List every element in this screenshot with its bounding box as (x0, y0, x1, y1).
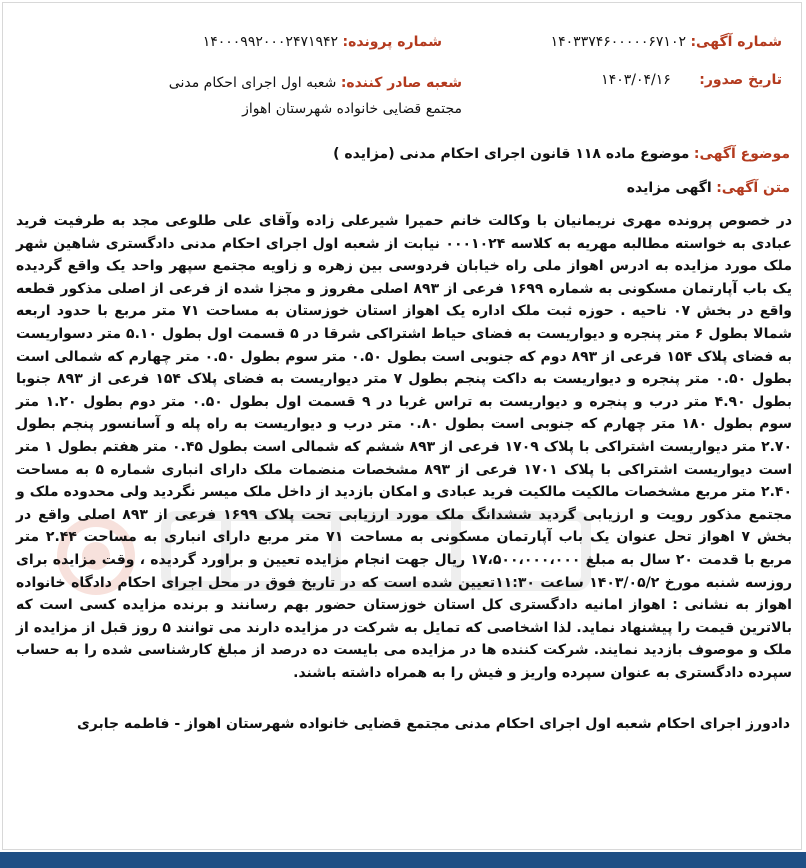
subject-text: موضوع ماده ۱۱۸ قانون اجرای احکام مدنی (مزایده ) (333, 146, 690, 162)
issuer-label: شعبه صادر کننده: (340, 75, 462, 91)
notice-number-row (551, 34, 782, 50)
subject-label: موضوع آگهی: (693, 146, 790, 162)
issue-date-label: تاریخ صدور: (699, 72, 782, 88)
file-number-row (203, 34, 442, 50)
notice-body: در خصوص پرونده مهری نریمانیان با وکالت خانم حمیرا شیرعلی زاده وآقای علی طلوعی مجد به طرفیت فرید عبادی به خواسته مطالبه مهریه به کلاسه ۰۰۰۱۰۲۴ نیابت از شعبه اول اجرای احکام مدنی دادگستری شاهین شهر ملک مورد مزایده به ادرس اهواز ملی راه خیابان فردوسی بین زهره و زاویه مجتمع سپهر واحد یک واقع گردیده یک باب آپارتمان مسکونی به شماره ۱۶۹۹ فرعی از ۸۹۳ اصلی مفروز و مجزا شده از فرعی از اصلی مذکور قطعه واقع در بخش ۰۷ ناحیه . حوزه ثبت ملک اداره یک اهواز استان خوزستان به مساحت ۷۱ متر مربع با حدود اربعه شمالا بطول ۶ متر پنجره و دیواریست به فضای حیاط اشتراکی شرقا در ۵ قسمت اول بطول ۵.۱۰ متر دسواریست به فضای پلاک ۱۵۴ فرعی از ۸۹۳ دوم که جنوبی است بطول ۰.۵۰ متر سوم بطول ۰.۵۰ متر چهارم که شمالی است بطول ۰.۵۰ متر پنجره و دیواریست به داکت پنجم بطول ۷ متر دیواریست به فضای پلاک ۱۵۴ فرعی از ۸۹۳ جنوبا بطول ۴.۹۰ متر درب و پنجره و دیواریست به تراس غربا در ۹ قسمت اول بطول ۰.۵۰ متر دوم بطول ۱.۲۰ متر سوم بطول ۱۸۰ متر چهارم که جنوبی است بطول ۰.۸۰ متر درب و دیواریست به راه پله و آسانسور پنجم بطول ۲.۷۰ متر دیواریست اشتراکی با پلاک ۱۷۰۹ فرعی از ۸۹۳ ششم که شمالی است بطول ۰.۴۵ متر هفتم بطول ۱ متر است دیواریست اشتراکی با پلاک ۱۷۰۱ فرعی از ۸۹۳ مشخصات منضمات ملک دارای انباری شماره ۵ به مساحت ۲.۴۰ متر مربع مشخصات مالکیت مالکیت فرید عبادی و امکان بازدید از داخل ملک میسر نگردید ولی محدوده ملک و مجتمع مذکور رویت و ارزیابی گردید ششدانگ ملک مورد ارزیابی تحت پلاک ۱۶۹۹ فرعی از ۸۹۳ اصلی واقع در بخش ۷ اهواز تحل عنوان یک باب آپارتمان مسکونی به مساحت ۷۱ متر مربع دارای انباری به مساحت ۲.۴۴ متر مربع با قدمت ۲۰ سال به مبلغ ۱۷،۵۰۰،۰۰۰،۰۰۰ ریال جهت انجام مزایده تعیین و براورد گردیده ، وقت مزایده برای روزسه شنبه مورخ ۱۴۰۳/۰۵/۲ ساعت ۱۱:۳۰تعیین شده است که در تاریخ فوق در محل اجرای احکام دادگاه خانواده اهواز به نشانی : اهواز امانیه دادگستری کل استان خوزستان حضور بهم رسانند و برنده مزایده کسی است که بالاترین قیمت را پیشنهاد نماید. لذا اشخاصی که تمایل به شرکت در مزایده دارند می توانند ۵ روز قبل از مزایده از ملک و موصوف بازدید نمایند. شرکت کننده ها در مزایده می بایست ده درصد از مبلغ کارشناسی شده را به حساب سپرده دادگستری به عنوان سپرده واریز و فیش را به همراه داشته باشند. (16, 213, 793, 681)
issue-date: ۱۴۰۳/۰۴/۱۶ (601, 72, 671, 88)
file-number-label: شماره پرونده: (342, 34, 442, 50)
notice-number-label: شماره آگهی: (690, 34, 782, 50)
signature-line: دادورز اجرای احکام شعبه اول اجرای احکام مدنی مجتمع قضایی خانواده شهرستان اهواز - فاطمه جابری (76, 716, 790, 732)
notice-number: ۱۴۰۳۳۷۴۶۰۰۰۰۰۶۷۱۰۲ (550, 34, 686, 50)
text-label: متن آگهی: (716, 180, 790, 196)
file-number: ۱۴۰۰۰۹۹۲۰۰۰۲۴۷۱۹۴۲ (202, 34, 339, 50)
text-title-row (627, 180, 790, 196)
bottom-bar (0, 852, 806, 868)
issuer-name: شعبه اول اجرای احکام مدنی مجتمع قضایی خانواده شهرستان اهواز (168, 75, 462, 117)
issuer-block (132, 70, 462, 122)
text-title: اگهی مزایده (626, 180, 712, 196)
subject-row (333, 146, 790, 162)
issue-date-row (601, 72, 782, 88)
